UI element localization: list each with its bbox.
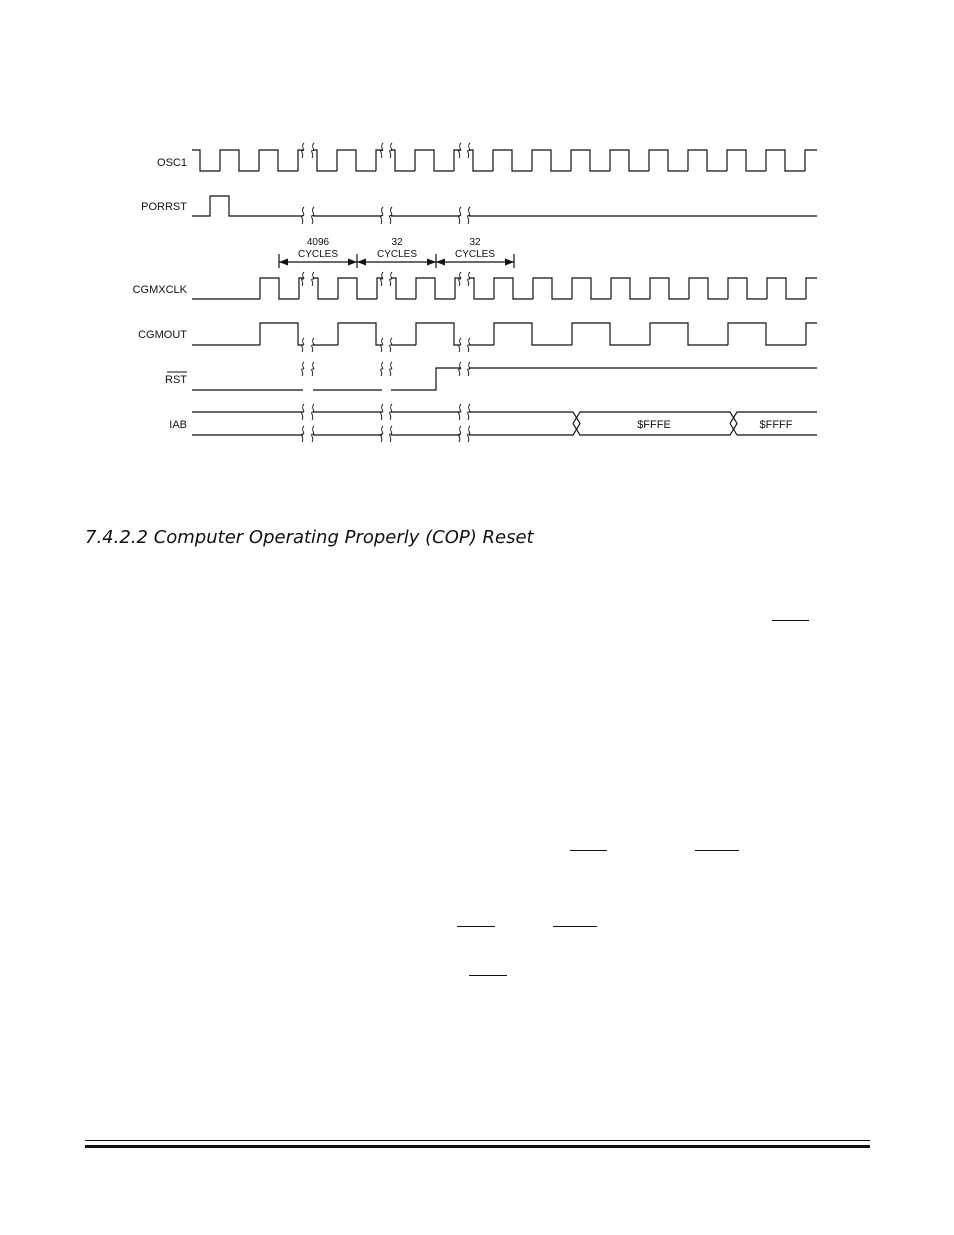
osc1-segment — [376, 150, 415, 171]
cgmxclk-segment — [494, 278, 533, 299]
break-gap — [382, 140, 391, 178]
osc1-segment — [192, 150, 220, 171]
arrow-head — [348, 259, 357, 266]
break-gap — [382, 200, 391, 222]
overbar-mark — [570, 850, 607, 851]
signal-label-iab: IAB — [169, 419, 187, 431]
section-heading: 7.4.2.2 Computer Operating Properly (COP) Reset — [85, 527, 534, 548]
cgmxclk-segment — [611, 278, 650, 299]
cgmxclk-segment — [572, 278, 611, 299]
cgmout-segment — [650, 323, 728, 345]
overbar-mark — [457, 926, 495, 927]
break-gap — [382, 402, 391, 444]
osc1-segment — [805, 150, 817, 171]
signal-label-cgmxclk: CGMXCLK — [132, 284, 187, 296]
osc1-segment — [493, 150, 532, 171]
break-gap — [460, 268, 469, 306]
cgmxclk-segment — [767, 278, 806, 299]
overbar-mark — [695, 850, 739, 851]
interval-unit-4096: CYCLES — [297, 249, 339, 260]
break-gap — [382, 358, 391, 396]
footer-rule — [85, 1140, 870, 1141]
break-gap — [460, 358, 469, 396]
porrst-waveform — [192, 196, 817, 216]
cgmxclk-segment — [806, 278, 817, 299]
cgmout-segment — [494, 323, 572, 345]
overbar-mark — [772, 620, 809, 621]
arrow-head — [357, 259, 366, 266]
cgmxclk-waveform — [192, 278, 817, 299]
reset-timing-diagram — [0, 0, 954, 470]
cgmout-segment — [728, 323, 806, 345]
break-gap — [382, 268, 391, 306]
arrow-head — [279, 259, 288, 266]
osc1-segment — [454, 150, 493, 171]
cgmxclk-segment — [689, 278, 728, 299]
break-gap — [460, 200, 469, 222]
osc1-segment — [532, 150, 571, 171]
osc1-segment — [337, 150, 376, 171]
cgmxclk-segment — [260, 278, 299, 299]
break-gap — [460, 402, 469, 444]
break-gap — [303, 268, 313, 306]
interval-unit-32-b: CYCLES — [454, 249, 496, 260]
osc1-segment — [766, 150, 805, 171]
osc1-waveform — [192, 150, 817, 171]
cgmout-segment — [806, 323, 817, 345]
signal-label-porrst: PORRST — [141, 201, 187, 213]
cgmout-segment — [338, 323, 416, 345]
cgmout-segment — [416, 323, 494, 345]
osc1-segment — [649, 150, 688, 171]
time-break-marks — [302, 140, 470, 444]
osc1-segment — [610, 150, 649, 171]
cgmout-waveform — [192, 323, 817, 345]
arrow-head — [436, 259, 445, 266]
iab-value-fffe: $FFFE — [637, 419, 671, 431]
osc1-segment — [220, 150, 259, 171]
rst-waveform — [192, 368, 817, 390]
break-gap — [303, 402, 313, 444]
break-gap — [303, 140, 313, 178]
osc1-segment — [415, 150, 454, 171]
overbar-mark — [553, 926, 597, 927]
signal-label-rst: RST — [165, 374, 187, 386]
cgmxclk-segment — [728, 278, 767, 299]
porrst-segment — [192, 196, 817, 216]
break-gap — [460, 140, 469, 178]
interval-unit-32-a: CYCLES — [376, 249, 418, 260]
cgmxclk-segment — [416, 278, 455, 299]
cgmout-segment — [572, 323, 650, 345]
arrow-head — [505, 259, 514, 266]
interval-count-32-a: 32 — [391, 237, 403, 248]
cgmxclk-segment — [650, 278, 689, 299]
interval-count-32-b: 32 — [469, 237, 481, 248]
break-gap — [303, 358, 313, 396]
osc1-segment — [571, 150, 610, 171]
iab-value-ffff: $FFFF — [759, 419, 793, 431]
interval-count-4096: 4096 — [306, 237, 330, 248]
cgmout-segment — [260, 323, 338, 345]
cgmxclk-segment — [338, 278, 377, 299]
cgmxclk-segment — [533, 278, 572, 299]
osc1-segment — [259, 150, 298, 171]
rst-segment — [192, 368, 817, 390]
signal-label-cgmout: CGMOUT — [138, 329, 187, 341]
signal-label-osc1: OSC1 — [157, 157, 187, 169]
footer-rule — [85, 1145, 870, 1148]
osc1-segment — [688, 150, 727, 171]
osc1-segment — [727, 150, 766, 171]
arrow-head — [427, 259, 436, 266]
iab-waveform — [192, 412, 817, 435]
break-gap — [303, 200, 313, 222]
overbar-mark — [469, 975, 507, 976]
